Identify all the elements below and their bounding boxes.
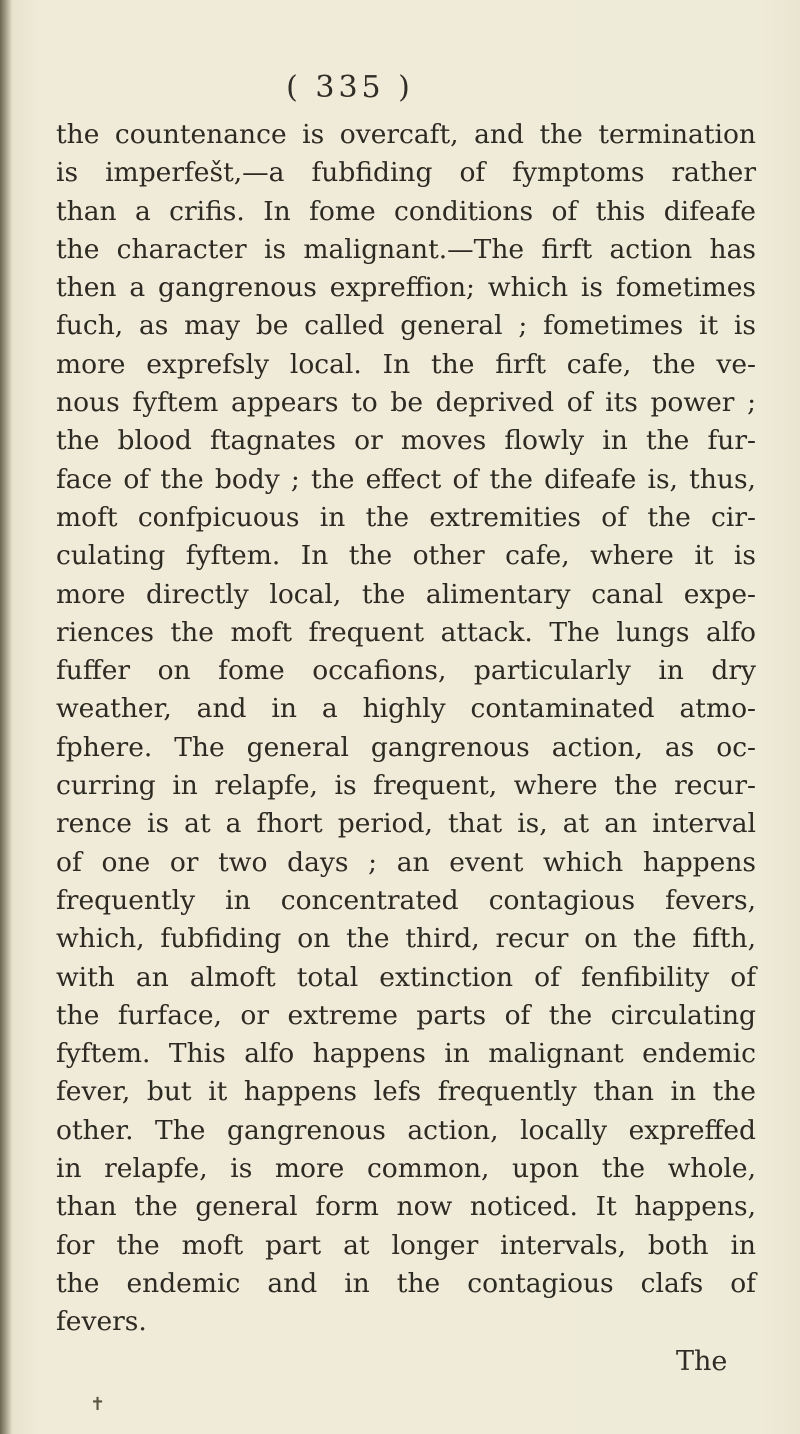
text-line: nous fyftem appears to be deprived of its power ; (56, 387, 756, 419)
body-text (56, 116, 756, 1342)
text-line: more exprefsly local. In the firft cafe, the ve- (56, 348, 756, 380)
text-line: in relapfe, is more common, upon the whole, (56, 1153, 756, 1185)
text-line: than the general form now noticed. It happens, (56, 1191, 756, 1223)
text-line: for the moft part at longer intervals, both in (56, 1229, 756, 1261)
text-line: of one or two days ; an event which happens (56, 846, 756, 878)
text-line: the blood ftagnates or moves flowly in the fur- (56, 425, 756, 457)
text-line: then a gangrenous expreffion; which is fometimes (56, 272, 756, 304)
text-line: is imperfešt,—a fubfiding of fymptoms rather (56, 157, 756, 189)
text-line: fevers. (56, 1306, 147, 1338)
text-line: the countenance is overcaft, and the termination (56, 119, 756, 150)
text-line: fphere. The general gangrenous action, as oc- (56, 731, 756, 763)
text-line: the endemic and in the contagious clafs of (56, 1267, 756, 1299)
catchword: The (676, 1346, 728, 1377)
text-line: curring in relapfe, is frequent, where the recur- (56, 770, 756, 802)
text-line: which, fubfiding on the third, recur on the fifth, (56, 923, 756, 955)
text-line: moft confpicuous in the extremities of the cir- (56, 501, 756, 533)
text-line: fyftem. This alfo happens in malignant endemic (56, 1038, 756, 1070)
text-line: fuffer on fome occafions, particularly in dry (56, 655, 756, 687)
text-line: fuch, as may be called general ; fometimes it is (56, 310, 756, 342)
text-line: face of the body ; the effect of the difeafe is, thus, (56, 463, 756, 495)
page-number: ( 335 ) (286, 70, 414, 105)
text-line: than a crifis. In fome conditions of this difeafe (56, 195, 756, 227)
page-binding-edge (0, 0, 12, 1434)
text-line: frequently in concentrated contagious fevers, (56, 884, 756, 916)
text-line: other. The gangrenous action, locally expreffed (56, 1114, 756, 1146)
text-line: culating fyftem. In the other cafe, where it is (56, 540, 756, 572)
text-line: more directly local, the alimentary canal expe- (56, 578, 756, 610)
text-line: riences the moft frequent attack. The lungs alfo (56, 616, 756, 648)
signature-mark: ✝ (90, 1394, 106, 1415)
text-line: weather, and in a highly contaminated atmo- (56, 693, 756, 725)
text-line: the furface, or extreme parts of the circulating (56, 999, 756, 1031)
text-line: rence is at a fhort period, that is, at an interval (56, 808, 756, 840)
text-line: the character is malignant.—The firft action has (56, 233, 756, 265)
text-line: with an almoft total extinction of fenfibility of (56, 961, 756, 993)
text-line: fever, but it happens lefs frequently than in the (56, 1076, 756, 1108)
